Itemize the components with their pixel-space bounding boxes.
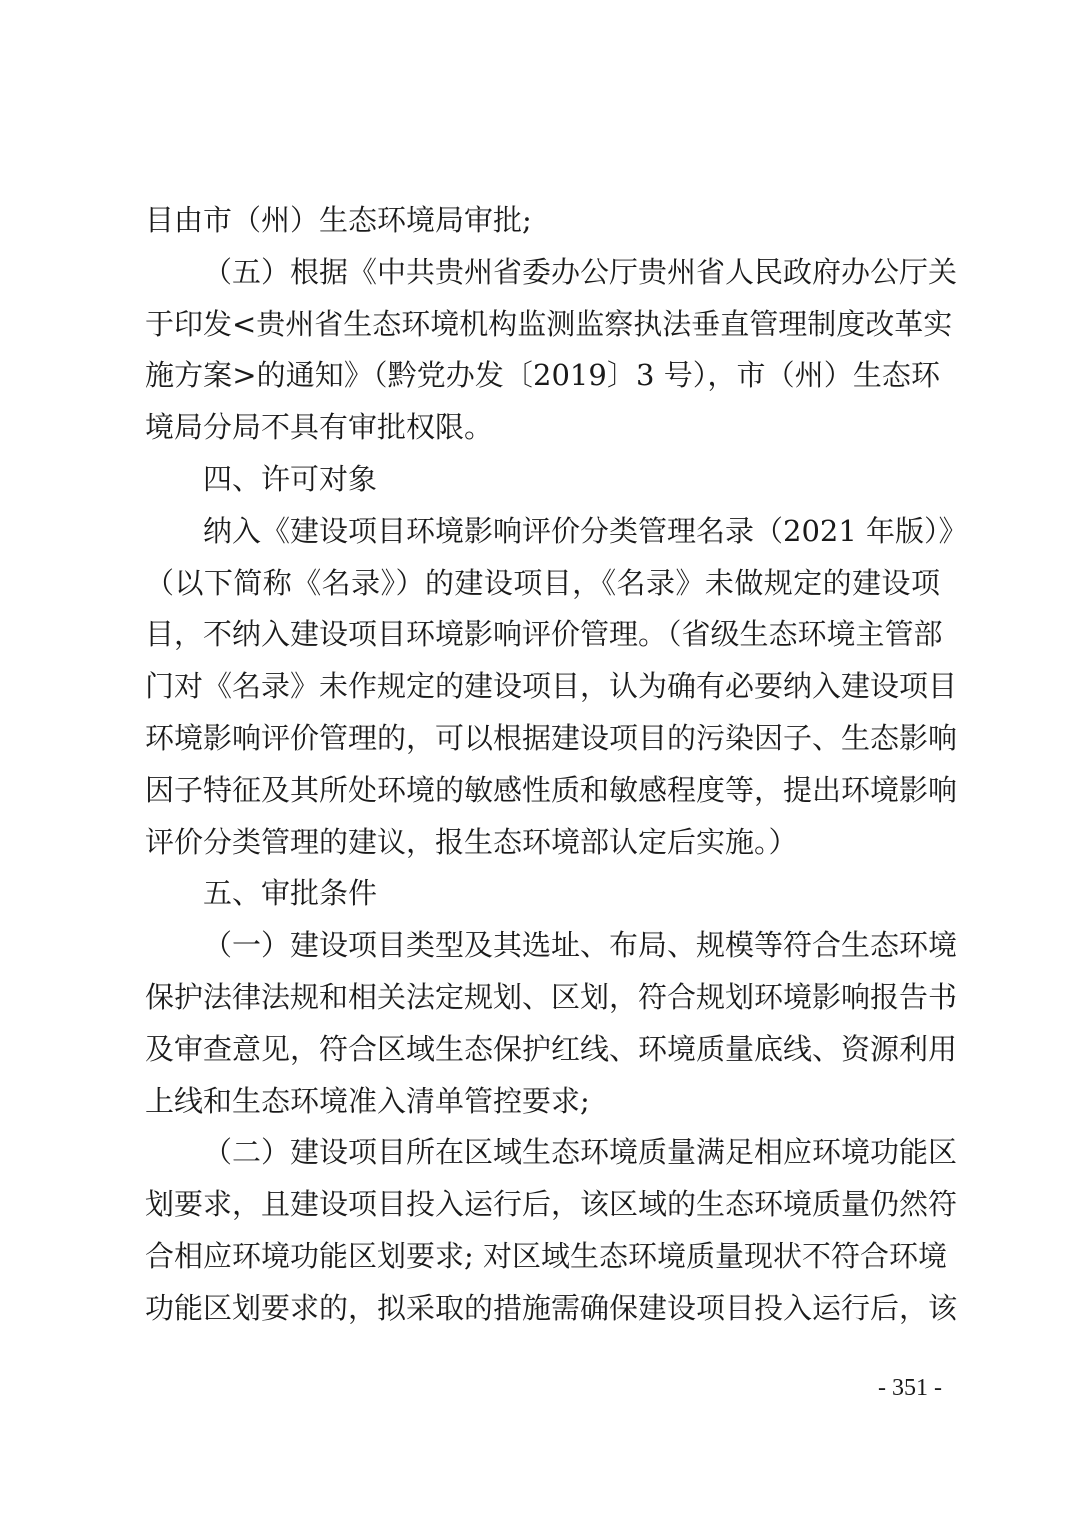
section-heading: 四、许可对象 <box>203 461 378 496</box>
section-heading: 五、审批条件 <box>203 876 378 911</box>
paragraph-line: 门对《名录》未作规定的建设项目，认为确有必要纳入建设项目 <box>145 669 958 704</box>
paragraph-line: 环境影响评价管理的，可以根据建设项目的污染因子、生态影响 <box>145 720 958 755</box>
paragraph-line: 及审查意见，符合区域生态保护红线、环境质量底线、资源利用 <box>145 1031 958 1066</box>
paragraph-line: 上线和生态环境准入清单管控要求; <box>145 1083 590 1118</box>
paragraph-line: 于印发<贵州省生态环境机构监测监察执法垂直管理制度改革实 <box>145 306 953 341</box>
document-body <box>145 195 968 1335</box>
paragraph-line: 目由市（州）生态环境局审批; <box>145 203 532 237</box>
paragraph-line: （一）建设项目类型及其选址、布局、规模等符合生态环境 <box>203 928 958 963</box>
paragraph-line: 因子特征及其所处环境的敏感性质和敏感程度等，提出环境影响 <box>145 772 958 807</box>
paragraph-line: 目，不纳入建设项目环境影响评价管理。（省级生态环境主管部 <box>145 617 943 652</box>
paragraph-line: 划要求，且建设项目投入运行后，该区域的生态环境质量仍然符 <box>145 1187 958 1222</box>
paragraph-line: 功能区划要求的，拟采取的措施需确保建设项目投入运行后，该 <box>145 1290 958 1325</box>
paragraph-line: 合相应环境功能区划要求; 对区域生态环境质量现状不符合环境 <box>145 1238 947 1273</box>
paragraph-line: 纳入《建设项目环境影响评价分类管理名录（2021 年版）》 <box>203 513 968 548</box>
paragraph-line: 施方案>的通知》（黔党办发〔2019〕3 号），市（州）生态环 <box>145 358 940 393</box>
paragraph-line: 评价分类管理的建议，报生态环境部认定后实施。） <box>145 824 798 859</box>
paragraph-line: 境局分局不具有审批权限。 <box>145 410 494 445</box>
paragraph-line: （以下简称《名录》）的建设项目，《名录》未做规定的建设项 <box>145 565 940 600</box>
paragraph-line: （五）根据《中共贵州省委办公厅贵州省人民政府办公厅关 <box>203 254 958 289</box>
paragraph-line: （二）建设项目所在区域生态环境质量满足相应环境功能区 <box>203 1135 958 1170</box>
page-number: - 351 - <box>878 1375 942 1401</box>
paragraph-line: 保护法律法规和相关法定规划、区划，符合规划环境影响报告书 <box>145 979 958 1014</box>
